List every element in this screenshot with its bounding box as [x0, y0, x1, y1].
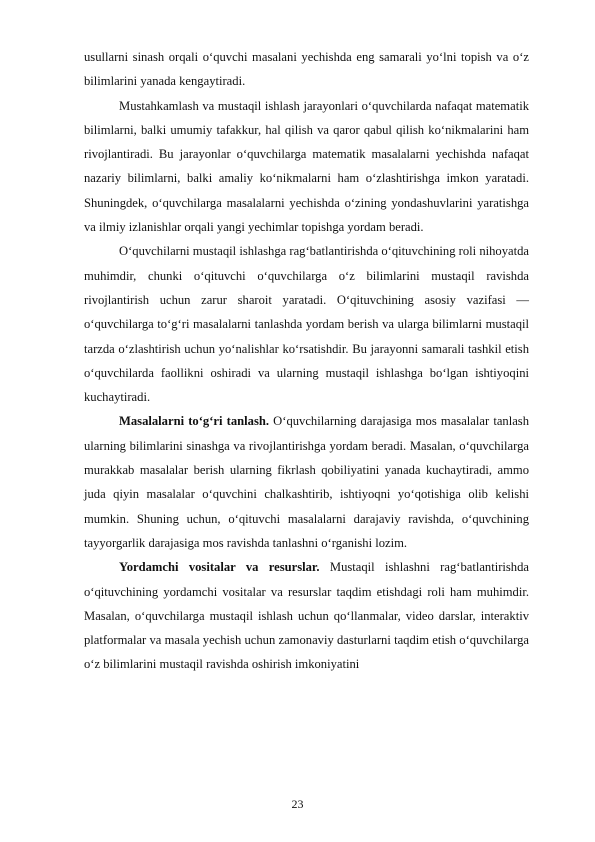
paragraph-3-text: O‘quvchilarni mustaqil ishlashga rag‘batlantirishda o‘qituvchining roli nihoyatda muhimdir, chunki o‘qituvchi o‘quvchilarga o‘z bilimlarini mustaqil ravishda rivojlantirish uchun zarur sharoit yaratadi. O‘qituvchining asosiy vazifasi — o‘quvchilarga to‘g‘ri masalalarni tanlashda yordam berish va ularga bilimlarni mustaqil tarzda o‘zlashtirish uchun yo‘nalishlar ko‘rsatishdir. Bu jarayonni samarali tashkil etish o‘quvchilarda faollikni oshiradi va ularning mustaqil ishlashga bo‘lgan ishtiyoqini kuchaytiradi. — [84, 244, 529, 405]
paragraph-2-text: Mustahkamlash va mustaqil ishlash jarayonlari o‘quvchilarda nafaqat matematik bilimlarni, balki umumiy tafakkur, hal qilish va qaror qabul qilish ko‘nikmalarini ham rivojlantiradi. Bu jarayonlar o‘quvchilarga matematik masalalarni yechishda nafaqat nazariy bilimlarni, balki amaliy ko‘nikmalarni ham o‘zlashtirishga imkon yaratadi. Shuningdek, o‘quvchilarga masalalarni yechishda o‘zining yondashuvlarini yaratishga va ilmiy izlanishlar orqali yangi yechimlar topishga yordam beradi. — [84, 98, 529, 235]
paragraph-5-heading: Yordamchi vositalar va resurslar. — [119, 560, 320, 575]
paragraph-1-text: usullarni sinash orqali o‘quvchi masalani yechishda eng samarali yo‘lni topish va o‘z bilimlarini yanada kengaytiradi. — [84, 50, 529, 89]
body-text — [84, 45, 529, 677]
paragraph-4-heading: Masalalarni to‘g‘ri tanlash. — [119, 414, 269, 429]
paragraph-4-text: O‘quvchilarning darajasiga mos masalalar tanlash ularning bilimlarini sinashga va rivojlantirishga yordam beradi. Masalan, o‘quvchilarga murakkab masalalar berish ularning fikrlash qobiliyatini yanada kuchaytiradi, ammo juda qiyin masalalar o‘quvchini chalkashtirib, ishtiyoqni yo‘qotishiga olib kelishi mumkin. Shuning uchun, o‘qituvchi masalalarni darajaviy ravishda, o‘quvchining tayyorgarlik darajasiga mos ravishda tanlashni o‘rganishi lozim. — [84, 414, 529, 550]
paragraph-4 — [84, 409, 529, 555]
paragraph-2 — [84, 94, 529, 240]
paragraph-5-text: Mustaqil ishlashni rag‘batlantirishda o‘qituvchining yordamchi vositalar va resurslar taqdim etishdagi roli ham muhimdir. Masalan, o‘quvchilarga mustaqil ishlash uchun qo‘llanmalar, video darslar, interaktiv platformalar va masala yechish uchun zamonaviy dasturlarni taqdim etish o‘quvchilarga o‘z bilimlarini mustaqil ravishda oshirish imkoniyatini — [84, 560, 529, 672]
paragraph-1 — [84, 45, 529, 94]
page-number: 23 — [291, 797, 304, 811]
paragraph-3 — [84, 239, 529, 409]
paragraph-5 — [84, 555, 529, 676]
